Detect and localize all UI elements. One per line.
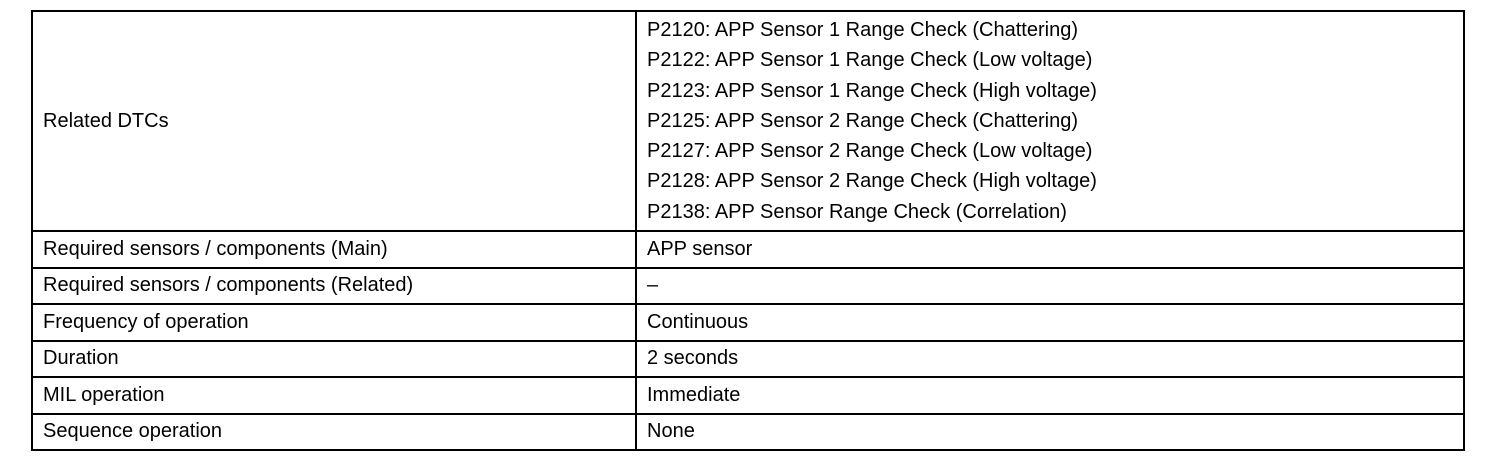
row-label: Required sensors / components (Main) [32,231,636,268]
row-label: Duration [32,341,636,378]
table-row-duration [32,341,1464,378]
dtc-item: P2128: APP Sensor 2 Range Check (High voltage) [647,170,1097,193]
dtc-item: P2120: APP Sensor 1 Range Check (Chattering) [647,18,1078,41]
dtc-item: P2125: APP Sensor 2 Range Check (Chattering) [647,109,1078,132]
table-row-required-related [32,268,1464,305]
row-value: APP sensor [636,231,1464,268]
table-row-related-dtcs [32,11,1464,231]
dtc-item: P2138: APP Sensor Range Check (Correlation) [647,200,1067,223]
monitor-spec-table [31,10,1465,451]
related-dtcs-value [636,11,1464,231]
table-row-required-main [32,231,1464,268]
row-value: 2 seconds [636,341,1464,378]
row-label: Sequence operation [32,414,636,451]
row-value: Immediate [636,377,1464,414]
dtc-item: P2122: APP Sensor 1 Range Check (Low voltage) [647,49,1093,72]
related-dtcs-label: Related DTCs [32,11,636,231]
row-value: Continuous [636,304,1464,341]
dtc-list [647,15,1463,227]
row-label: MIL operation [32,377,636,414]
row-value: None [636,414,1464,451]
table-row-mil-operation [32,377,1464,414]
row-label: Frequency of operation [32,304,636,341]
row-value: – [636,268,1464,305]
row-label: Required sensors / components (Related) [32,268,636,305]
dtc-item: P2123: APP Sensor 1 Range Check (High voltage) [647,79,1097,102]
table-row-sequence-operation [32,414,1464,451]
dtc-item: P2127: APP Sensor 2 Range Check (Low voltage) [647,140,1093,163]
table-row-frequency [32,304,1464,341]
